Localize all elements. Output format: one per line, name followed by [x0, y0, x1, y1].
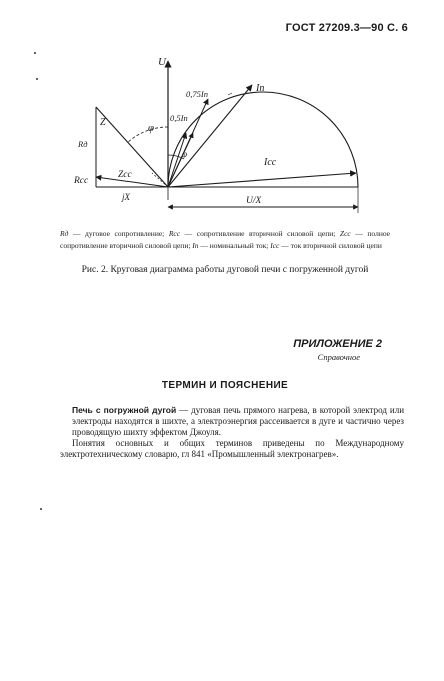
icc-vector	[168, 173, 356, 187]
appendix-subtitle: Справочное	[317, 352, 360, 362]
legend-rcc-text: — сопротивление вторичной силовой цепи;	[180, 229, 340, 238]
ux-label: U/X	[246, 196, 262, 206]
legend-icc-symbol: Icc	[270, 241, 280, 250]
scan-speck	[34, 52, 36, 54]
icc-label: Icc	[264, 157, 277, 168]
appendix-title: ПРИЛОЖЕНИЕ 2	[293, 338, 382, 350]
z-vector	[96, 107, 168, 187]
current-circle	[168, 92, 358, 187]
circle-diagram	[60, 55, 380, 225]
figure-caption: Рис. 2. Круговая диаграмма работы дуговой печи с погруженной дугой	[81, 265, 369, 275]
i05-label: 0,5In	[170, 113, 188, 123]
figure-legend	[60, 228, 390, 252]
i075-label: 0,75In	[186, 89, 208, 99]
scan-speck	[36, 78, 38, 80]
legend-zcc-symbol: Zcc	[339, 229, 351, 238]
legend-zcc-text: — полное сопротивление вторичной силовой цепи;	[60, 229, 391, 250]
legend-rd-text: — дуговое сопротивление;	[68, 229, 169, 238]
phi-label: φ	[148, 122, 155, 134]
rd-label: Rд	[78, 139, 88, 149]
page-header: ГОСТ 27209.3—90 С. 6	[285, 22, 408, 34]
in-vector	[168, 85, 252, 187]
legend-in-text: — номинальный ток;	[198, 241, 271, 250]
legend-rd-symbol: Rд	[60, 229, 69, 238]
legend-in-symbol: In	[192, 241, 199, 250]
reference-paragraph: Понятия основных и общих терминов приведены по Международному электротехническому словарю, гл 841 «Промышленный электронагрев».	[60, 438, 404, 459]
term-paragraph	[72, 405, 404, 438]
phi-small-label: φ	[182, 149, 187, 159]
zcc-label: Zcc	[118, 170, 132, 180]
u-axis-label: U	[158, 56, 166, 68]
z-label: Z	[100, 117, 106, 128]
legend-rcc-symbol: Rcc	[168, 229, 181, 238]
scan-speck	[40, 508, 42, 510]
in-label: In	[256, 83, 265, 94]
term-definition: — дуговая печь прямого нагрева, в которой электрод или электроды находятся в шихте, а электроэнергия рассеивается в дуге и частично через проводящую шихту эффектом Джоуля.	[72, 405, 405, 437]
section-title: ТЕРМИН И ПОЯСНЕНИЕ	[161, 380, 289, 391]
zcc-vector	[96, 177, 168, 187]
legend-icc-text: — ток вторичной силовой цепи	[279, 241, 382, 250]
jx-label: jX	[122, 192, 130, 202]
i05-vector	[168, 133, 186, 187]
term-name: Печь с погружной дугой	[72, 405, 177, 415]
rcc-label: Rcc	[74, 176, 89, 186]
